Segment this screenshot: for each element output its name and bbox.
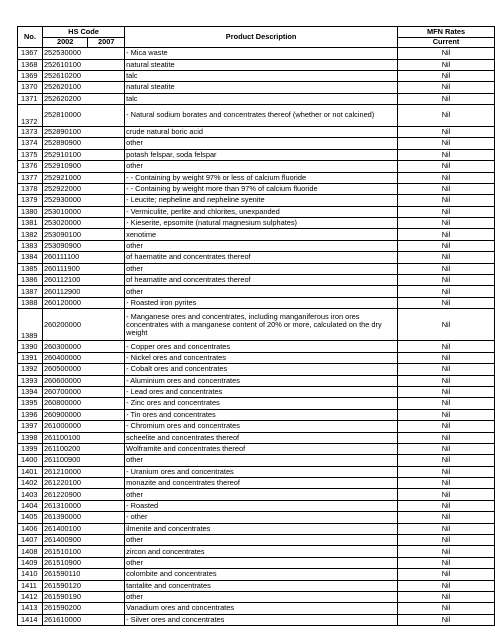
- row-number-cell: 1413: [18, 603, 43, 614]
- table-row: [18, 59, 495, 70]
- mfn-rate-cell: Nil: [398, 432, 495, 443]
- hs-code-cell: 252610200: [42, 70, 124, 81]
- hs-code-cell: 261510900: [42, 557, 124, 568]
- mfn-rate-cell: Nil: [398, 386, 495, 397]
- product-description-cell: of heamatite and concentrates thereof: [125, 275, 398, 286]
- table-row: [18, 195, 495, 206]
- product-description-cell: - Kieserite, epsomite (natural magnesium sulphates): [125, 218, 398, 229]
- product-description-cell: xenotime: [125, 229, 398, 240]
- mfn-rate-cell: Nil: [398, 297, 495, 308]
- hs-code-cell: 261590200: [42, 603, 124, 614]
- row-number-cell: 1374: [18, 138, 43, 149]
- product-description-cell: other: [125, 455, 398, 466]
- table-row: [18, 512, 495, 523]
- product-description-cell: monazite and concentrates thereof: [125, 478, 398, 489]
- mfn-rate-cell: Nil: [398, 240, 495, 251]
- hs-code-cell: 261210000: [42, 466, 124, 477]
- product-description-cell: other: [125, 263, 398, 274]
- product-description-cell: other: [125, 161, 398, 172]
- row-number-cell: 1391: [18, 352, 43, 363]
- row-number-cell: 1403: [18, 489, 43, 500]
- mfn-rate-cell: Nil: [398, 512, 495, 523]
- row-number-cell: 1379: [18, 195, 43, 206]
- product-description-cell: natural steatite: [125, 82, 398, 93]
- mfn-rate-cell: Nil: [398, 93, 495, 104]
- product-description-cell: scheelite and concentrates thereof: [125, 432, 398, 443]
- product-description-cell: - Leucite; nepheline and nepheline syenite: [125, 195, 398, 206]
- table-row: [18, 443, 495, 454]
- row-number-cell: 1368: [18, 59, 43, 70]
- table-row: [18, 432, 495, 443]
- product-description-cell: - Cobalt ores and concentrates: [125, 364, 398, 375]
- row-number-cell: 1373: [18, 126, 43, 137]
- mfn-rate-cell: Nil: [398, 352, 495, 363]
- product-description-cell: - Mica waste: [125, 48, 398, 59]
- table-row: [18, 580, 495, 591]
- hs-code-cell: 260200000: [42, 309, 124, 341]
- row-number-cell: 1371: [18, 93, 43, 104]
- table-row: [18, 546, 495, 557]
- row-number-cell: 1381: [18, 218, 43, 229]
- header-product-description: Product Description: [125, 27, 398, 48]
- product-description-cell: ilmenite and concentrates: [125, 523, 398, 534]
- hs-code-cell: 253010000: [42, 206, 124, 217]
- table-row: [18, 386, 495, 397]
- row-number-cell: 1400: [18, 455, 43, 466]
- hs-code-cell: 261100100: [42, 432, 124, 443]
- row-number-cell: 1414: [18, 614, 43, 625]
- mfn-rate-cell: Nil: [398, 398, 495, 409]
- mfn-rate-cell: Nil: [398, 218, 495, 229]
- product-description-cell: zircon and concentrates: [125, 546, 398, 557]
- row-number-cell: 1369: [18, 70, 43, 81]
- row-number-cell: 1380: [18, 206, 43, 217]
- mfn-rate-cell: Nil: [398, 523, 495, 534]
- table-row: [18, 206, 495, 217]
- row-number-cell: 1378: [18, 183, 43, 194]
- hs-code-cell: 261000000: [42, 421, 124, 432]
- mfn-rate-cell: Nil: [398, 341, 495, 352]
- table-row: [18, 421, 495, 432]
- hs-code-cell: 261100200: [42, 443, 124, 454]
- row-number-cell: 1367: [18, 48, 43, 59]
- mfn-rate-cell: Nil: [398, 591, 495, 602]
- mfn-rate-cell: Nil: [398, 252, 495, 263]
- hs-code-cell: 252890900: [42, 138, 124, 149]
- row-number-cell: 1384: [18, 252, 43, 263]
- row-number-cell: 1397: [18, 421, 43, 432]
- product-description-cell: talc: [125, 70, 398, 81]
- product-description-cell: - Copper ores and concentrates: [125, 341, 398, 352]
- hs-code-cell: 252610100: [42, 59, 124, 70]
- hs-code-cell: 253090900: [42, 240, 124, 251]
- product-description-cell: - Roasted: [125, 500, 398, 511]
- product-description-cell: - Vermiculite, perlite and chlorites, unexpanded: [125, 206, 398, 217]
- mfn-rate-cell: Nil: [398, 614, 495, 625]
- table-row: [18, 500, 495, 511]
- mfn-rate-cell: Nil: [398, 59, 495, 70]
- product-description-cell: Wolframite and concentrates thereof: [125, 443, 398, 454]
- mfn-rate-cell: Nil: [398, 309, 495, 341]
- hs-code-cell: 260111100: [42, 252, 124, 263]
- table-row: [18, 352, 495, 363]
- hs-code-cell: 261590120: [42, 580, 124, 591]
- product-description-cell: of haematite and concentrates thereof: [125, 252, 398, 263]
- row-number-cell: 1387: [18, 286, 43, 297]
- product-description-cell: Vanadium ores and concentrates: [125, 603, 398, 614]
- hs-code-cell: 252620200: [42, 93, 124, 104]
- table-row: [18, 557, 495, 568]
- mfn-rate-cell: Nil: [398, 286, 495, 297]
- mfn-rate-cell: Nil: [398, 409, 495, 420]
- mfn-rate-cell: Nil: [398, 275, 495, 286]
- table-row: [18, 48, 495, 59]
- product-description-cell: - - Containing by weight more than 97% of calcium fluoride: [125, 183, 398, 194]
- row-number-cell: 1405: [18, 512, 43, 523]
- hs-code-cell: 261220100: [42, 478, 124, 489]
- mfn-rate-cell: Nil: [398, 183, 495, 194]
- hs-code-cell: 252890100: [42, 126, 124, 137]
- mfn-rate-cell: Nil: [398, 557, 495, 568]
- hs-code-cell: 261390000: [42, 512, 124, 523]
- hs-code-cell: 260600000: [42, 375, 124, 386]
- table-row: [18, 229, 495, 240]
- product-description-cell: potash felspar, soda felspar: [125, 149, 398, 160]
- hs-code-cell: 260900000: [42, 409, 124, 420]
- mfn-rate-cell: Nil: [398, 466, 495, 477]
- hs-code-cell: 252910100: [42, 149, 124, 160]
- table-row: [18, 375, 495, 386]
- product-description-cell: - Tin ores and concentrates: [125, 409, 398, 420]
- table-row: [18, 603, 495, 614]
- table-row: [18, 126, 495, 137]
- product-description-cell: - - Containing by weight 97% or less of calcium fluoride: [125, 172, 398, 183]
- product-description-cell: other: [125, 557, 398, 568]
- row-number-cell: 1398: [18, 432, 43, 443]
- mfn-rate-cell: Nil: [398, 535, 495, 546]
- row-number-cell: 1392: [18, 364, 43, 375]
- table-row: [18, 523, 495, 534]
- product-description-cell: - Chromium ores and concentrates: [125, 421, 398, 432]
- row-number-cell: 1376: [18, 161, 43, 172]
- mfn-rate-cell: Nil: [398, 263, 495, 274]
- hs-code-cell: 261610000: [42, 614, 124, 625]
- hs-code-cell: 252921000: [42, 172, 124, 183]
- row-number-cell: 1393: [18, 375, 43, 386]
- row-number-cell: 1382: [18, 229, 43, 240]
- mfn-rate-cell: Nil: [398, 569, 495, 580]
- hs-code-cell: 252810000: [42, 105, 124, 127]
- table-row: [18, 489, 495, 500]
- row-number-cell: 1406: [18, 523, 43, 534]
- hs-code-cell: 252620100: [42, 82, 124, 93]
- product-description-cell: other: [125, 286, 398, 297]
- row-number-cell: 1385: [18, 263, 43, 274]
- product-description-cell: - Lead ores and concentrates: [125, 386, 398, 397]
- table-row: [18, 297, 495, 308]
- product-description-cell: other: [125, 489, 398, 500]
- header-year-2002: 2002: [42, 37, 88, 48]
- mfn-rate-cell: Nil: [398, 82, 495, 93]
- mfn-rate-cell: Nil: [398, 161, 495, 172]
- hs-code-cell: 261220900: [42, 489, 124, 500]
- table-row: [18, 466, 495, 477]
- mfn-rate-cell: Nil: [398, 206, 495, 217]
- table-row: [18, 263, 495, 274]
- product-description-cell: - Zinc ores and concentrates: [125, 398, 398, 409]
- product-description-cell: other: [125, 591, 398, 602]
- mfn-rate-cell: Nil: [398, 229, 495, 240]
- product-description-cell: talc: [125, 93, 398, 104]
- table-row: [18, 183, 495, 194]
- table-row: [18, 398, 495, 409]
- hs-code-cell: 260700000: [42, 386, 124, 397]
- table-row: [18, 70, 495, 81]
- hs-code-cell: 252530000: [42, 48, 124, 59]
- mfn-rate-cell: Nil: [398, 489, 495, 500]
- table-header: [18, 27, 495, 48]
- product-description-cell: - Manganese ores and concentrates, including manganiferous iron ores concentrates with a manganese content of 20% or more, calculated on the dry weight: [125, 309, 398, 341]
- mfn-rate-cell: Nil: [398, 70, 495, 81]
- table-row: [18, 161, 495, 172]
- product-description-cell: - Roasted iron pyrites: [125, 297, 398, 308]
- row-number-cell: 1396: [18, 409, 43, 420]
- table-row: [18, 105, 495, 127]
- row-number-cell: 1401: [18, 466, 43, 477]
- hs-code-cell: 252922000: [42, 183, 124, 194]
- header-hs-code: HS Code: [42, 27, 124, 38]
- hs-code-cell: 261510100: [42, 546, 124, 557]
- hs-code-cell: 260400000: [42, 352, 124, 363]
- hs-code-cell: 261400100: [42, 523, 124, 534]
- row-number-cell: 1407: [18, 535, 43, 546]
- table-row: [18, 252, 495, 263]
- product-description-cell: other: [125, 240, 398, 251]
- product-description-cell: - Uranium ores and concentrates: [125, 466, 398, 477]
- product-description-cell: other: [125, 535, 398, 546]
- hs-code-cell: 253090100: [42, 229, 124, 240]
- mfn-rate-cell: Nil: [398, 421, 495, 432]
- row-number-cell: 1386: [18, 275, 43, 286]
- table-row: [18, 286, 495, 297]
- mfn-rate-cell: Nil: [398, 126, 495, 137]
- mfn-rate-cell: Nil: [398, 546, 495, 557]
- row-number-cell: 1395: [18, 398, 43, 409]
- row-number-cell: 1394: [18, 386, 43, 397]
- mfn-rate-cell: Nil: [398, 48, 495, 59]
- mfn-rate-cell: Nil: [398, 500, 495, 511]
- table-row: [18, 172, 495, 183]
- header-mfn-rates: MFN Rates: [398, 27, 495, 38]
- row-number-cell: 1372: [18, 105, 43, 127]
- row-number-cell: 1402: [18, 478, 43, 489]
- header-year-2007: 2007: [88, 37, 125, 48]
- table-row: [18, 341, 495, 352]
- hs-code-cell: 260120000: [42, 297, 124, 308]
- product-description-cell: colombite and concentrates: [125, 569, 398, 580]
- table-row: [18, 240, 495, 251]
- hs-code-cell: 261400900: [42, 535, 124, 546]
- mfn-rate-cell: Nil: [398, 455, 495, 466]
- mfn-rate-cell: Nil: [398, 364, 495, 375]
- mfn-rate-cell: Nil: [398, 478, 495, 489]
- table-row: [18, 535, 495, 546]
- hs-code-cell: 260112100: [42, 275, 124, 286]
- hs-code-cell: 260111900: [42, 263, 124, 274]
- table-row: [18, 309, 495, 341]
- table-row: [18, 138, 495, 149]
- hs-code-cell: 253020000: [42, 218, 124, 229]
- hs-code-cell: 252930000: [42, 195, 124, 206]
- row-number-cell: 1388: [18, 297, 43, 308]
- table-body: [18, 48, 495, 626]
- tariff-table: [17, 26, 495, 626]
- row-number-cell: 1370: [18, 82, 43, 93]
- mfn-rate-cell: Nil: [398, 105, 495, 127]
- row-number-cell: 1410: [18, 569, 43, 580]
- row-number-cell: 1383: [18, 240, 43, 251]
- product-description-cell: - Nickel ores and concentrates: [125, 352, 398, 363]
- header-no: No.: [18, 27, 43, 48]
- mfn-rate-cell: Nil: [398, 580, 495, 591]
- hs-code-cell: 261100900: [42, 455, 124, 466]
- row-number-cell: 1404: [18, 500, 43, 511]
- row-number-cell: 1375: [18, 149, 43, 160]
- mfn-rate-cell: Nil: [398, 375, 495, 386]
- table-row: [18, 591, 495, 602]
- mfn-rate-cell: Nil: [398, 195, 495, 206]
- row-number-cell: 1389: [18, 309, 43, 341]
- row-number-cell: 1412: [18, 591, 43, 602]
- mfn-rate-cell: Nil: [398, 138, 495, 149]
- hs-code-cell: 252910900: [42, 161, 124, 172]
- product-description-cell: - Natural sodium borates and concentrates thereof (whether or not calcined): [125, 105, 398, 127]
- hs-code-cell: 261590190: [42, 591, 124, 602]
- mfn-rate-cell: Nil: [398, 149, 495, 160]
- row-number-cell: 1399: [18, 443, 43, 454]
- hs-code-cell: 260300000: [42, 341, 124, 352]
- mfn-rate-cell: Nil: [398, 443, 495, 454]
- product-description-cell: - other: [125, 512, 398, 523]
- table-row: [18, 364, 495, 375]
- table-row: [18, 569, 495, 580]
- table-row: [18, 218, 495, 229]
- product-description-cell: natural steatite: [125, 59, 398, 70]
- table-row: [18, 409, 495, 420]
- table-row: [18, 149, 495, 160]
- row-number-cell: 1409: [18, 557, 43, 568]
- row-number-cell: 1408: [18, 546, 43, 557]
- hs-code-cell: 260500000: [42, 364, 124, 375]
- table-row: [18, 275, 495, 286]
- hs-code-cell: 261310000: [42, 500, 124, 511]
- product-description-cell: - Aluminium ores and concentrates: [125, 375, 398, 386]
- table-row: [18, 455, 495, 466]
- table-row: [18, 614, 495, 625]
- product-description-cell: tantalite and concentrates: [125, 580, 398, 591]
- header-current: Current: [398, 37, 495, 48]
- hs-code-cell: 260112900: [42, 286, 124, 297]
- product-description-cell: - Silver ores and concentrates: [125, 614, 398, 625]
- row-number-cell: 1411: [18, 580, 43, 591]
- product-description-cell: other: [125, 138, 398, 149]
- hs-code-cell: 260800000: [42, 398, 124, 409]
- hs-code-cell: 261590110: [42, 569, 124, 580]
- row-number-cell: 1390: [18, 341, 43, 352]
- table-row: [18, 478, 495, 489]
- mfn-rate-cell: Nil: [398, 172, 495, 183]
- mfn-rate-cell: Nil: [398, 603, 495, 614]
- row-number-cell: 1377: [18, 172, 43, 183]
- product-description-cell: crude natural boric acid: [125, 126, 398, 137]
- table-row: [18, 93, 495, 104]
- table-row: [18, 82, 495, 93]
